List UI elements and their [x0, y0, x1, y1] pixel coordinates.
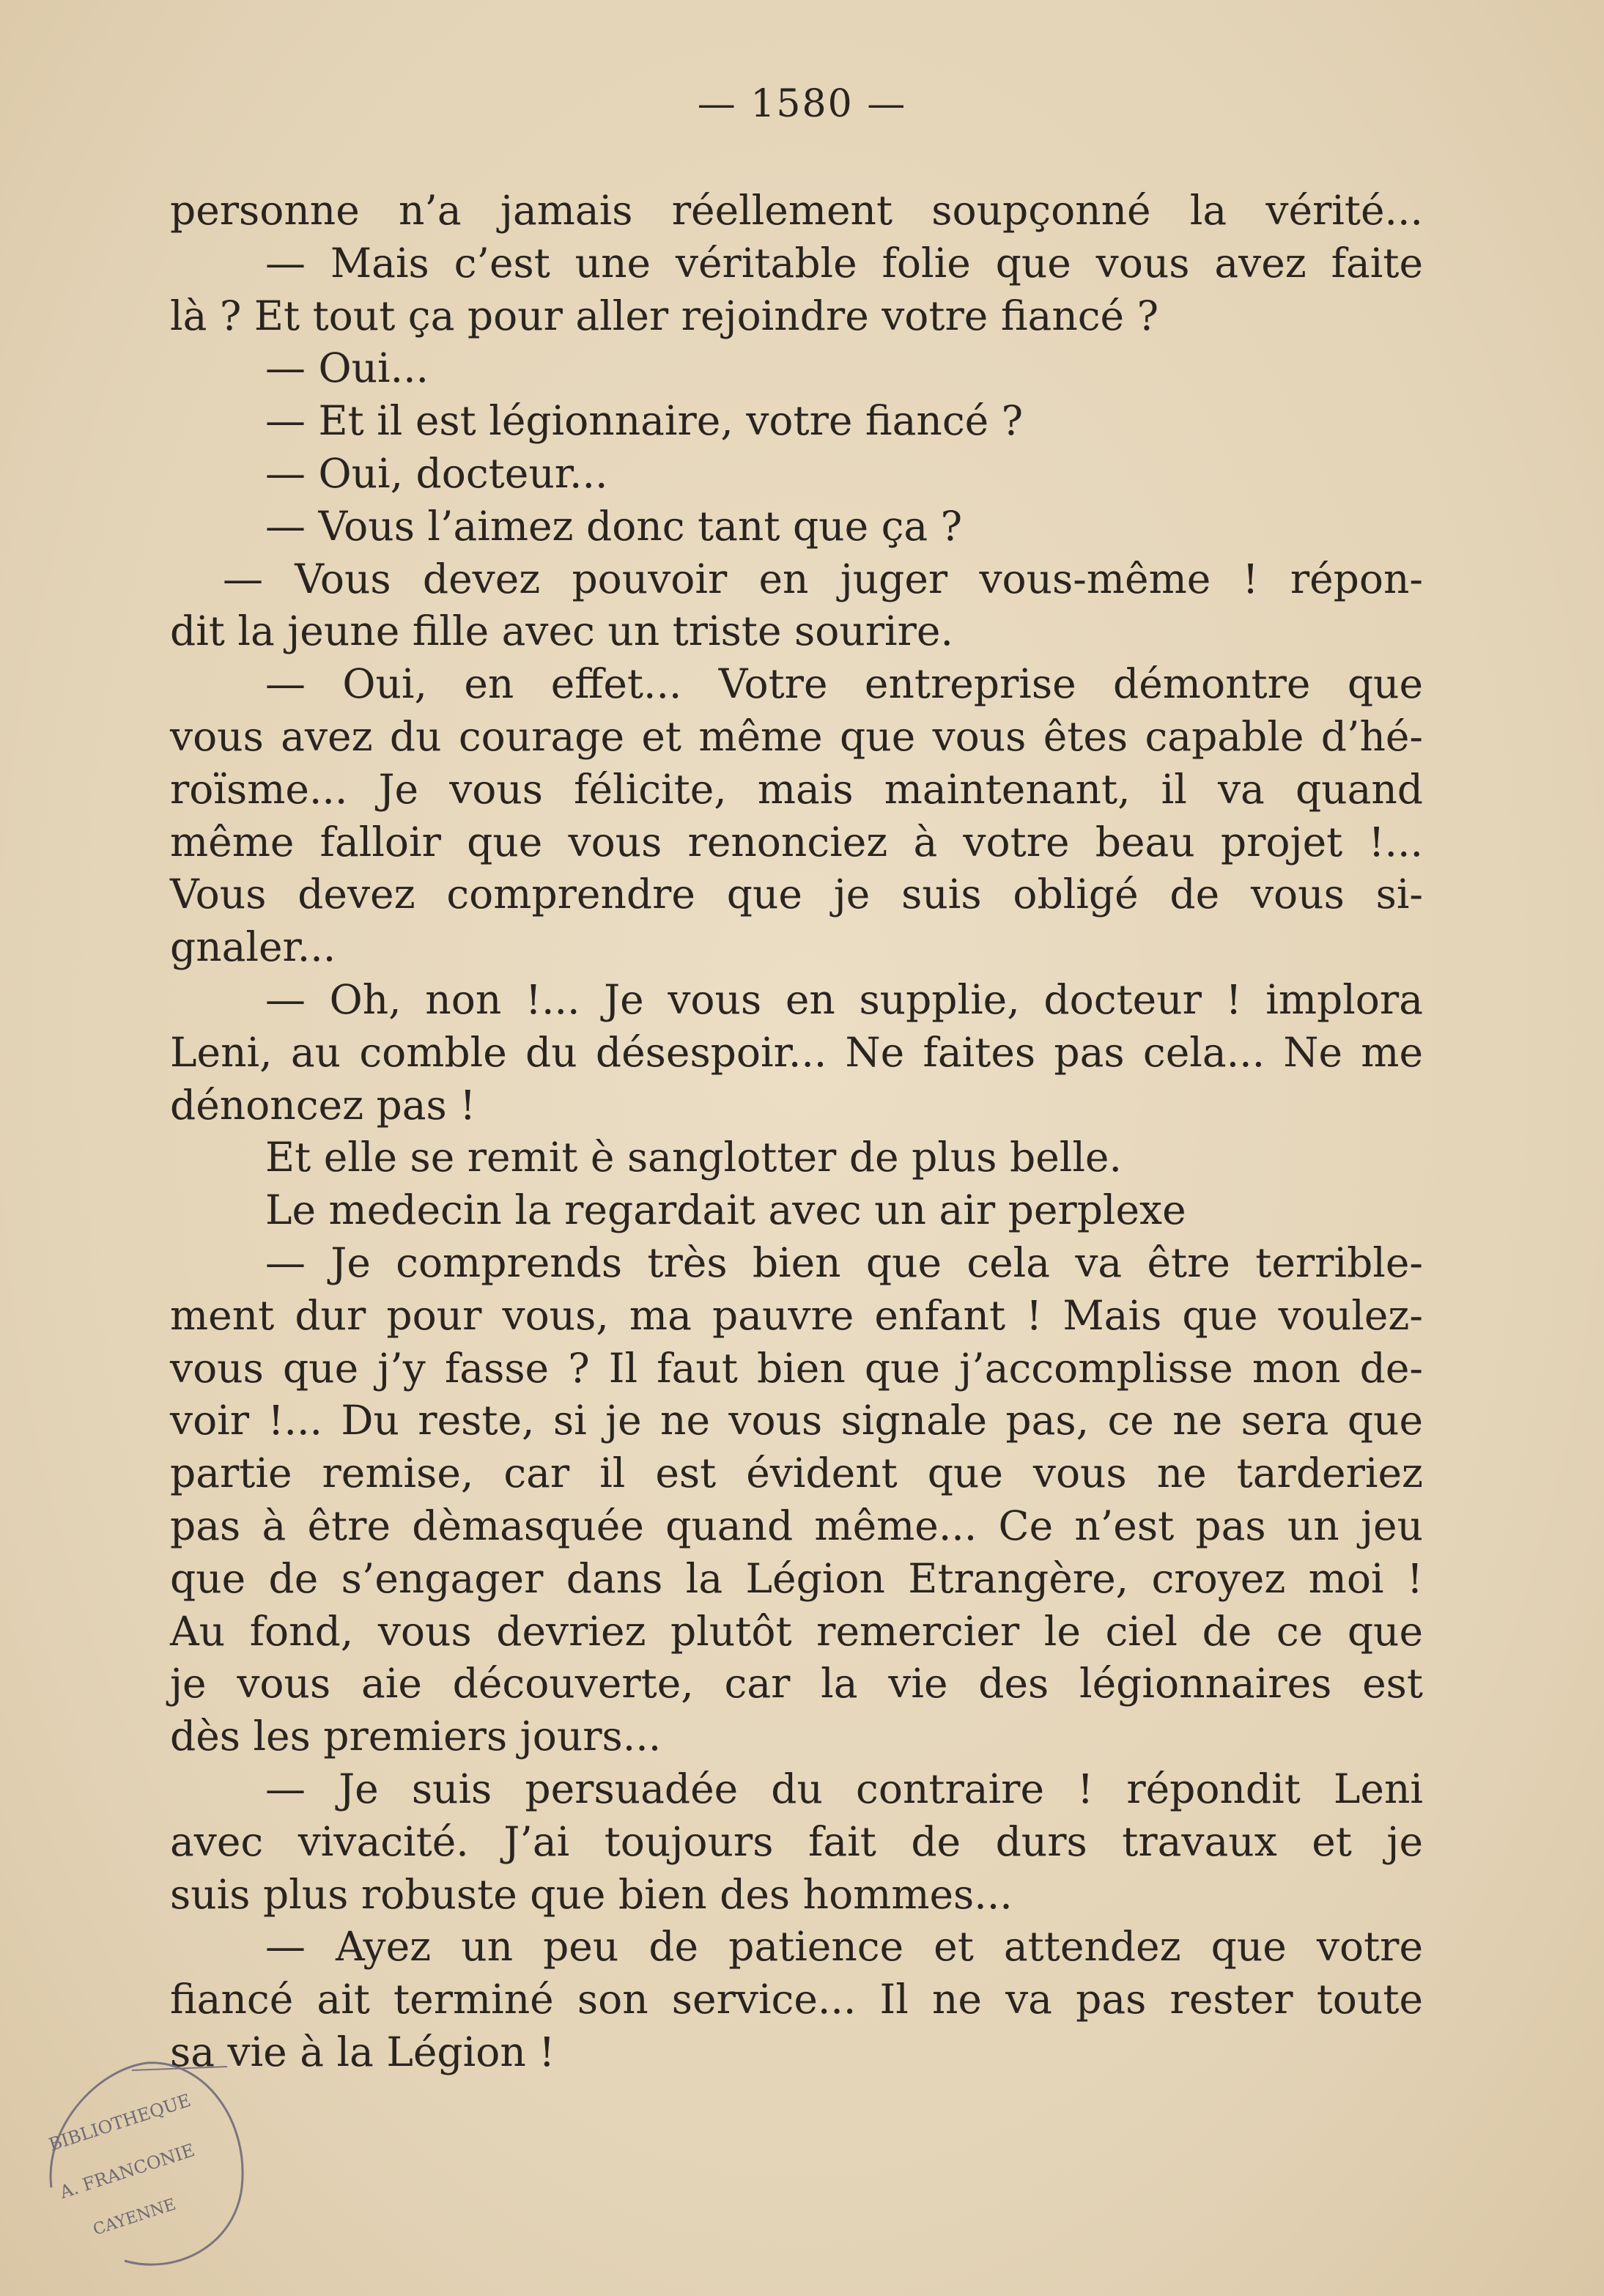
text-line: — Vous devez pouvoir en juger vous-même ! répon- — [223, 555, 1423, 602]
text-line: — Et il est légionnaire, votre fiancé ? — [265, 397, 1024, 445]
text-line: même falloir que vous renonciez à votre beau projet !... — [170, 818, 1423, 865]
text-line: Et elle se remit è sanglotter de plus belle. — [265, 1134, 1122, 1181]
text-line: dès les premiers jours... — [170, 1713, 662, 1760]
text-line: — Oui, docteur... — [265, 449, 608, 497]
stamp-text-1: BIBLIOTHEQUE — [46, 2089, 193, 2155]
text-line: — Je comprends très bien que cela va être terrible- — [265, 1239, 1423, 1286]
library-stamp — [29, 2041, 264, 2283]
text-line: ment dur pour vous, ma pauvre enfant ! Mais que voulez- — [170, 1291, 1423, 1339]
page-number: — 1580 — — [697, 82, 907, 126]
text-line: fiancé ait terminé son service... Il ne va pas rester toute — [170, 1976, 1423, 2023]
text-line: Au fond, vous devriez plutôt remercier le ciel de ce que — [170, 1607, 1423, 1655]
text-line: — Vous l’aimez donc tant que ça ? — [265, 502, 963, 550]
text-line: que de s’engager dans la Légion Etrangère, croyez moi ! — [170, 1554, 1423, 1602]
text-line: — Oui... — [265, 344, 429, 392]
text-line: dénoncez pas ! — [170, 1081, 476, 1129]
text-line: gnaler... — [170, 923, 336, 971]
text-line: — Oui, en effet... Votre entreprise démontre que — [265, 660, 1423, 708]
text-line: là ? Et tout ça pour aller rejoindre votre fiancé ? — [170, 292, 1159, 339]
text-line: avec vivacité. J’ai toujours fait de durs travaux et je — [170, 1817, 1423, 1865]
text-line: dit la jeune fille avec un triste sourire. — [170, 608, 953, 655]
text-line: vous que j’y fasse ? Il faut bien que j’accomplisse mon de- — [170, 1344, 1423, 1392]
text-line: — Ayez un peu de patience et attendez que votre — [265, 1923, 1423, 1971]
text-line: Leni, au comble du désespoir... Ne faites pas cela... Ne me — [170, 1028, 1423, 1076]
text-line: — Je suis persuadée du contraire ! répondit Leni — [265, 1765, 1423, 1812]
text-line: partie remise, car il est évident que vous ne tarderiez — [170, 1450, 1423, 1497]
body-text — [170, 185, 1423, 2079]
text-line: roïsme... Je vous félicite, mais maintenant, il va quand — [170, 765, 1423, 813]
text-line: Le medecin la regardait avec un air perplexe — [265, 1186, 1186, 1234]
text-line: vous avez du courage et même que vous êtes capable d’hé- — [170, 712, 1423, 760]
text-line: — Mais c’est une véritable folie que vous avez faite — [265, 239, 1423, 287]
stamp-graphic — [29, 2041, 264, 2283]
text-line: sa vie à la Légion ! — [170, 2028, 555, 2075]
text-line: pas à être dèmasquée quand même... Ce n’est pas un jeu — [170, 1502, 1423, 1549]
text-line: personne n’a jamais réellement soupçonné la vérité... — [170, 187, 1423, 234]
stamp-text-3: CAYENNE — [91, 2195, 179, 2240]
text-line: je vous aie découverte, car la vie des légionnaires est — [170, 1660, 1423, 1708]
stamp-text-2: A. FRANCONIE — [57, 2139, 198, 2203]
text-line: Vous devez comprendre que je suis obligé de vous si- — [170, 871, 1423, 918]
text-line: — Oh, non !... Je vous en supplie, docteur ! implora — [265, 975, 1423, 1023]
text-line: suis plus robuste que bien des hommes... — [170, 1870, 1013, 1918]
text-line: voir !... Du reste, si je ne vous signale pas, ce ne sera que — [170, 1397, 1423, 1444]
